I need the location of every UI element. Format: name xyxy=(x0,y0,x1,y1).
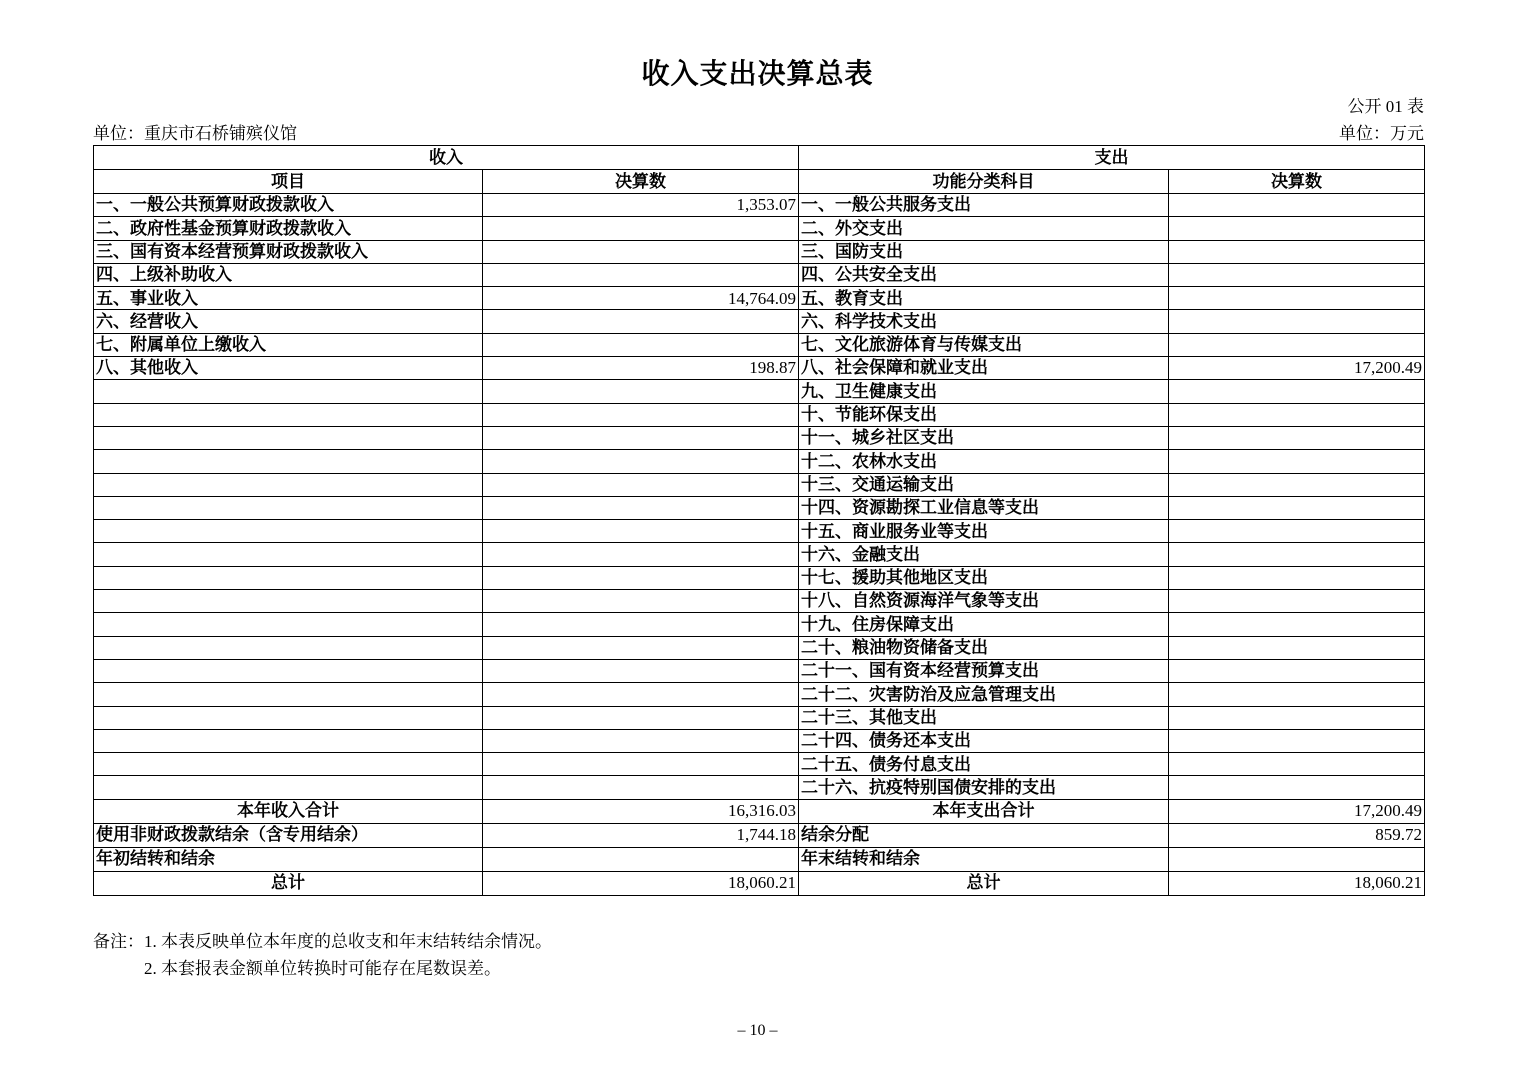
income-value-cell xyxy=(483,613,799,636)
income-value-cell xyxy=(483,683,799,706)
expense-value-cell xyxy=(1169,636,1425,659)
income-item-cell xyxy=(94,636,483,659)
income-item-cell: 三、国有资本经营预算财政拨款收入 xyxy=(94,240,483,263)
income-value-column-header: 决算数 xyxy=(483,170,799,194)
table-row xyxy=(94,683,1425,706)
table-row xyxy=(94,496,1425,519)
footnote-text-2: 2. 本套报表金额单位转换时可能存在尾数误差。 xyxy=(144,959,501,978)
expense-item-column-header: 功能分类科目 xyxy=(799,170,1169,194)
income-value-cell: 198.87 xyxy=(483,357,799,380)
expense-item-cell: 六、科学技术支出 xyxy=(799,310,1169,333)
expense-value-cell xyxy=(1169,450,1425,473)
income-value-cell xyxy=(483,403,799,426)
expense-item-cell: 十四、资源勘探工业信息等支出 xyxy=(799,496,1169,519)
expense-value-cell xyxy=(1169,403,1425,426)
expense-item-cell: 二十四、债务还本支出 xyxy=(799,729,1169,752)
income-item-cell: 七、附属单位上缴收入 xyxy=(94,333,483,356)
expense-value-cell xyxy=(1169,729,1425,752)
expense-value-cell xyxy=(1169,566,1425,589)
summary-income-item-cell: 总计 xyxy=(94,871,483,895)
expense-value-cell xyxy=(1169,263,1425,286)
expense-item-cell: 八、社会保障和就业支出 xyxy=(799,357,1169,380)
income-item-cell xyxy=(94,566,483,589)
income-item-cell xyxy=(94,590,483,613)
table-row xyxy=(94,729,1425,752)
income-item-cell: 一、一般公共预算财政拨款收入 xyxy=(94,194,483,217)
income-value-cell xyxy=(483,263,799,286)
income-value-cell xyxy=(483,450,799,473)
table-row xyxy=(94,403,1425,426)
expense-item-cell: 二、外交支出 xyxy=(799,217,1169,240)
expense-item-cell: 五、教育支出 xyxy=(799,287,1169,310)
summary-expense-value-cell: 859.72 xyxy=(1169,823,1425,847)
income-value-cell xyxy=(483,496,799,519)
table-row xyxy=(94,566,1425,589)
expense-item-cell: 七、文化旅游体育与传媒支出 xyxy=(799,333,1169,356)
expense-value-cell xyxy=(1169,194,1425,217)
income-item-cell xyxy=(94,426,483,449)
page-number: – 10 – xyxy=(737,1022,778,1039)
income-item-cell: 八、其他收入 xyxy=(94,357,483,380)
summary-expense-value-cell xyxy=(1169,847,1425,871)
table-row xyxy=(94,776,1425,799)
expense-item-cell: 十九、住房保障支出 xyxy=(799,613,1169,636)
income-value-cell: 14,764.09 xyxy=(483,287,799,310)
footnote-line-2 xyxy=(93,955,552,982)
table-row xyxy=(94,263,1425,286)
income-item-cell xyxy=(94,753,483,776)
expense-item-cell: 一、一般公共服务支出 xyxy=(799,194,1169,217)
expense-item-cell: 十、节能环保支出 xyxy=(799,403,1169,426)
expense-value-cell xyxy=(1169,287,1425,310)
income-value-cell xyxy=(483,426,799,449)
table-row xyxy=(94,310,1425,333)
expense-value-cell xyxy=(1169,613,1425,636)
footnote-text-1: 1. 本表反映单位本年度的总收支和年末结转结余情况。 xyxy=(144,932,552,951)
unit-name-label: 单位：重庆市石桥铺殡仪馆 xyxy=(93,124,297,143)
expense-value-cell xyxy=(1169,520,1425,543)
income-item-cell: 二、政府性基金预算财政拨款收入 xyxy=(94,217,483,240)
income-item-cell xyxy=(94,683,483,706)
income-item-cell xyxy=(94,543,483,566)
table-row xyxy=(94,520,1425,543)
income-value-cell xyxy=(483,473,799,496)
income-item-cell xyxy=(94,706,483,729)
summary-expense-item-cell: 本年支出合计 xyxy=(799,799,1169,823)
expense-value-cell xyxy=(1169,659,1425,682)
income-value-cell xyxy=(483,753,799,776)
table-row xyxy=(94,380,1425,403)
table-row xyxy=(94,194,1425,217)
income-item-cell: 五、事业收入 xyxy=(94,287,483,310)
expense-value-cell xyxy=(1169,426,1425,449)
income-value-cell xyxy=(483,310,799,333)
expense-item-cell: 二十三、其他支出 xyxy=(799,706,1169,729)
summary-table-row xyxy=(94,823,1425,847)
doc-number-label: 公开 01 表 xyxy=(1347,97,1424,116)
summary-expense-item-cell: 总计 xyxy=(799,871,1169,895)
unit-info-row xyxy=(93,119,1424,144)
income-value-cell xyxy=(483,566,799,589)
income-value-cell xyxy=(483,659,799,682)
summary-income-value-cell: 18,060.21 xyxy=(483,871,799,895)
footnote-label: 备注： xyxy=(93,932,144,951)
expense-value-cell xyxy=(1169,310,1425,333)
summary-table xyxy=(93,145,1425,896)
summary-expense-item-cell: 结余分配 xyxy=(799,823,1169,847)
expense-item-cell: 四、公共安全支出 xyxy=(799,263,1169,286)
income-value-cell: 1,353.07 xyxy=(483,194,799,217)
expense-value-cell xyxy=(1169,776,1425,799)
expense-value-cell xyxy=(1169,543,1425,566)
income-value-cell xyxy=(483,590,799,613)
expense-item-cell: 十五、商业服务业等支出 xyxy=(799,520,1169,543)
income-value-cell xyxy=(483,380,799,403)
summary-expense-item-cell: 年末结转和结余 xyxy=(799,847,1169,871)
expense-item-cell: 二十六、抗疫特别国债安排的支出 xyxy=(799,776,1169,799)
income-item-cell xyxy=(94,613,483,636)
table-row xyxy=(94,217,1425,240)
expense-item-cell: 十一、城乡社区支出 xyxy=(799,426,1169,449)
expense-value-cell xyxy=(1169,473,1425,496)
summary-expense-value-cell: 18,060.21 xyxy=(1169,871,1425,895)
summary-income-item-cell: 使用非财政拨款结余（含专用结余） xyxy=(94,823,483,847)
expense-item-cell: 十二、农林水支出 xyxy=(799,450,1169,473)
income-item-cell xyxy=(94,380,483,403)
income-value-cell xyxy=(483,706,799,729)
expense-item-cell: 二十五、债务付息支出 xyxy=(799,753,1169,776)
expense-value-cell xyxy=(1169,333,1425,356)
column-header-row xyxy=(94,170,1425,194)
expense-value-cell xyxy=(1169,496,1425,519)
table-row xyxy=(94,636,1425,659)
expense-value-column-header: 决算数 xyxy=(1169,170,1425,194)
table-row xyxy=(94,543,1425,566)
expense-item-cell: 三、国防支出 xyxy=(799,240,1169,263)
footnote-line-1 xyxy=(93,928,552,955)
table-row xyxy=(94,287,1425,310)
income-item-cell xyxy=(94,403,483,426)
unit-measure-label: 单位：万元 xyxy=(1339,124,1424,143)
expense-item-cell: 二十二、灾害防治及应急管理支出 xyxy=(799,683,1169,706)
expense-item-cell: 十三、交通运输支出 xyxy=(799,473,1169,496)
table-row xyxy=(94,473,1425,496)
income-item-column-header: 项目 xyxy=(94,170,483,194)
expense-value-cell: 17,200.49 xyxy=(1169,357,1425,380)
summary-income-item-cell: 年初结转和结余 xyxy=(94,847,483,871)
summary-expense-value-cell: 17,200.49 xyxy=(1169,799,1425,823)
table-row xyxy=(94,753,1425,776)
expense-item-cell: 二十、粮油物资储备支出 xyxy=(799,636,1169,659)
expense-item-cell: 九、卫生健康支出 xyxy=(799,380,1169,403)
income-value-cell xyxy=(483,776,799,799)
expense-item-cell: 十六、金融支出 xyxy=(799,543,1169,566)
table-row xyxy=(94,590,1425,613)
summary-income-item-cell: 本年收入合计 xyxy=(94,799,483,823)
expense-value-cell xyxy=(1169,753,1425,776)
income-value-cell xyxy=(483,520,799,543)
expense-value-cell xyxy=(1169,240,1425,263)
income-item-cell xyxy=(94,729,483,752)
expense-value-cell xyxy=(1169,217,1425,240)
income-item-cell xyxy=(94,776,483,799)
income-item-cell: 六、经营收入 xyxy=(94,310,483,333)
table-row xyxy=(94,613,1425,636)
summary-income-value-cell xyxy=(483,847,799,871)
table-row xyxy=(94,659,1425,682)
footnotes xyxy=(93,928,552,982)
income-value-cell xyxy=(483,636,799,659)
table-row xyxy=(94,706,1425,729)
income-item-cell xyxy=(94,450,483,473)
income-value-cell xyxy=(483,729,799,752)
income-value-cell xyxy=(483,333,799,356)
expense-item-cell: 十八、自然资源海洋气象等支出 xyxy=(799,590,1169,613)
summary-table-row xyxy=(94,871,1425,895)
income-section-header: 收入 xyxy=(94,146,799,170)
summary-income-value-cell: 16,316.03 xyxy=(483,799,799,823)
expense-item-cell: 二十一、国有资本经营预算支出 xyxy=(799,659,1169,682)
income-item-cell xyxy=(94,659,483,682)
income-value-cell xyxy=(483,217,799,240)
income-item-cell xyxy=(94,496,483,519)
income-value-cell xyxy=(483,240,799,263)
table-row xyxy=(94,240,1425,263)
table-row xyxy=(94,450,1425,473)
income-value-cell xyxy=(483,543,799,566)
income-item-cell xyxy=(94,520,483,543)
expense-value-cell xyxy=(1169,706,1425,729)
summary-income-value-cell: 1,744.18 xyxy=(483,823,799,847)
table-row xyxy=(94,426,1425,449)
section-header-row xyxy=(94,146,1425,170)
expense-item-cell: 十七、援助其他地区支出 xyxy=(799,566,1169,589)
summary-table-row xyxy=(94,847,1425,871)
table-row xyxy=(94,333,1425,356)
income-item-cell: 四、上级补助收入 xyxy=(94,263,483,286)
expense-value-cell xyxy=(1169,590,1425,613)
summary-table-row xyxy=(94,799,1425,823)
page-title: 收入支出决算总表 xyxy=(641,59,874,90)
expense-value-cell xyxy=(1169,380,1425,403)
table-row xyxy=(94,357,1425,380)
income-item-cell xyxy=(94,473,483,496)
expense-section-header: 支出 xyxy=(799,146,1425,170)
expense-value-cell xyxy=(1169,683,1425,706)
